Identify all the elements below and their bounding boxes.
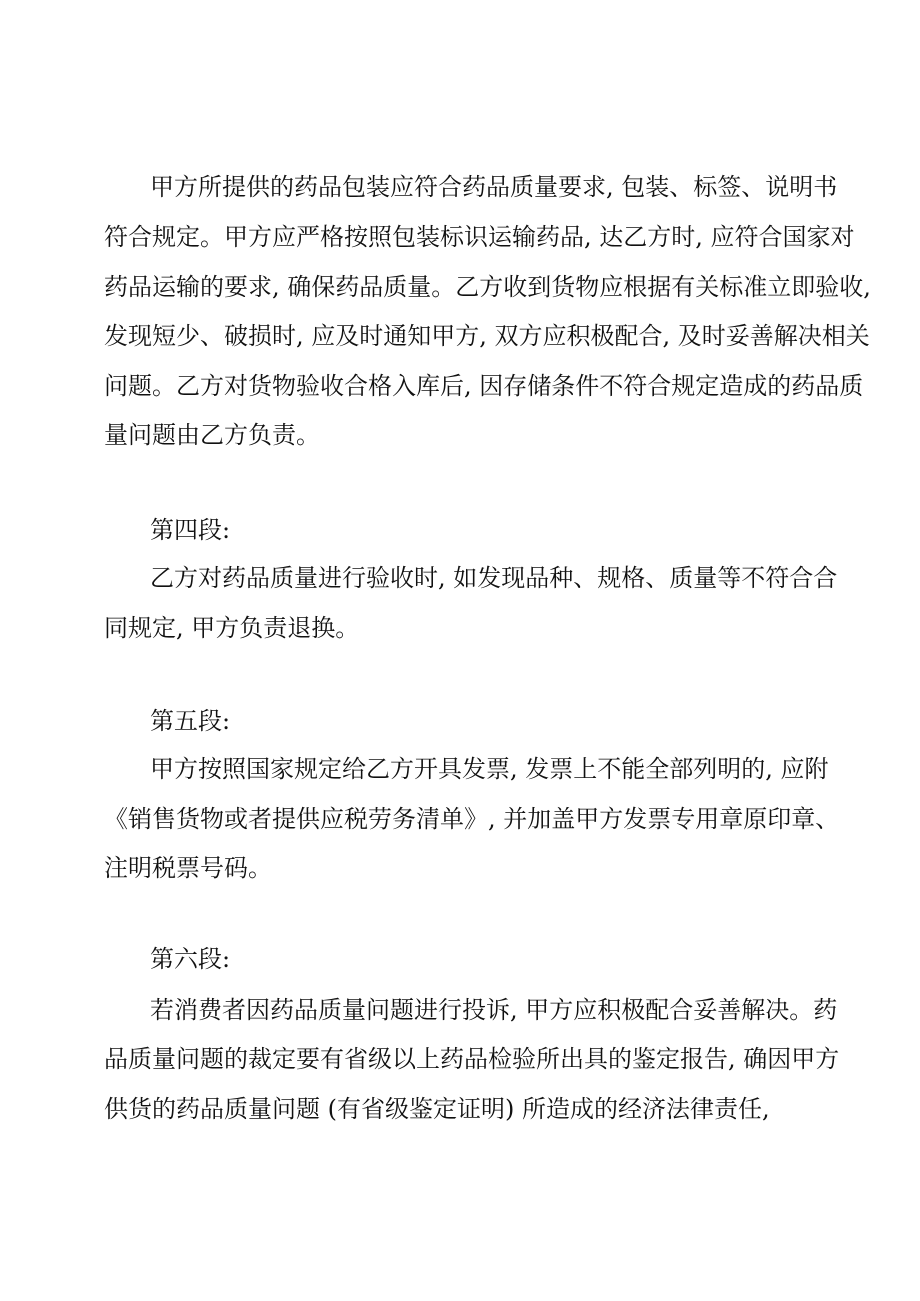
section-5-heading: 第五段: — [150, 707, 231, 735]
section-5-line-1: 甲方按照国家规定给乙方开具发票, 发票上不能全部列明的, 应附 — [150, 755, 829, 783]
section-6-line-2: 品质量问题的裁定要有省级以上药品检验所出具的鉴定报告, 确因甲方 — [104, 1045, 840, 1073]
section-5-line-3: 注明税票号码。 — [104, 854, 272, 882]
section-4-heading: 第四段: — [150, 516, 231, 544]
section-6-line-3: 供货的药品质量问题 (有省级鉴定证明) 所造成的经济法律责任, — [104, 1095, 770, 1123]
section-4-line-1: 乙方对药品质量进行验收时, 如发现品种、规格、质量等不符合合 — [150, 564, 838, 592]
paragraph-1-line-3: 药品运输的要求, 确保药品质量。乙方收到货物应根据有关标准立即验收, — [104, 273, 871, 301]
paragraph-1-line-2: 符合规定。甲方应严格按照包装标识运输药品, 达乙方时, 应符合国家对 — [104, 223, 855, 251]
section-5-line-2: 《销售货物或者提供应税劳务清单》, 并加盖甲方发票专用章原印章、 — [104, 805, 840, 833]
section-6-heading: 第六段: — [150, 945, 231, 973]
paragraph-1-line-1: 甲方所提供的药品包装应符合药品质量要求, 包装、标签、说明书 — [150, 173, 838, 201]
section-6-line-1: 若消费者因药品质量问题进行投诉, 甲方应积极配合妥善解决。药 — [150, 996, 838, 1024]
paragraph-1-line-5: 问题。乙方对货物验收合格入库后, 因存储条件不符合规定造成的药品质 — [104, 372, 864, 400]
paragraph-1-line-4: 发现短少、破损时, 应及时通知甲方, 双方应积极配合, 及时妥善解决相关 — [104, 322, 870, 350]
paragraph-1-line-6: 量问题由乙方负责。 — [104, 421, 320, 449]
section-4-line-2: 同规定, 甲方负责退换。 — [104, 614, 360, 642]
